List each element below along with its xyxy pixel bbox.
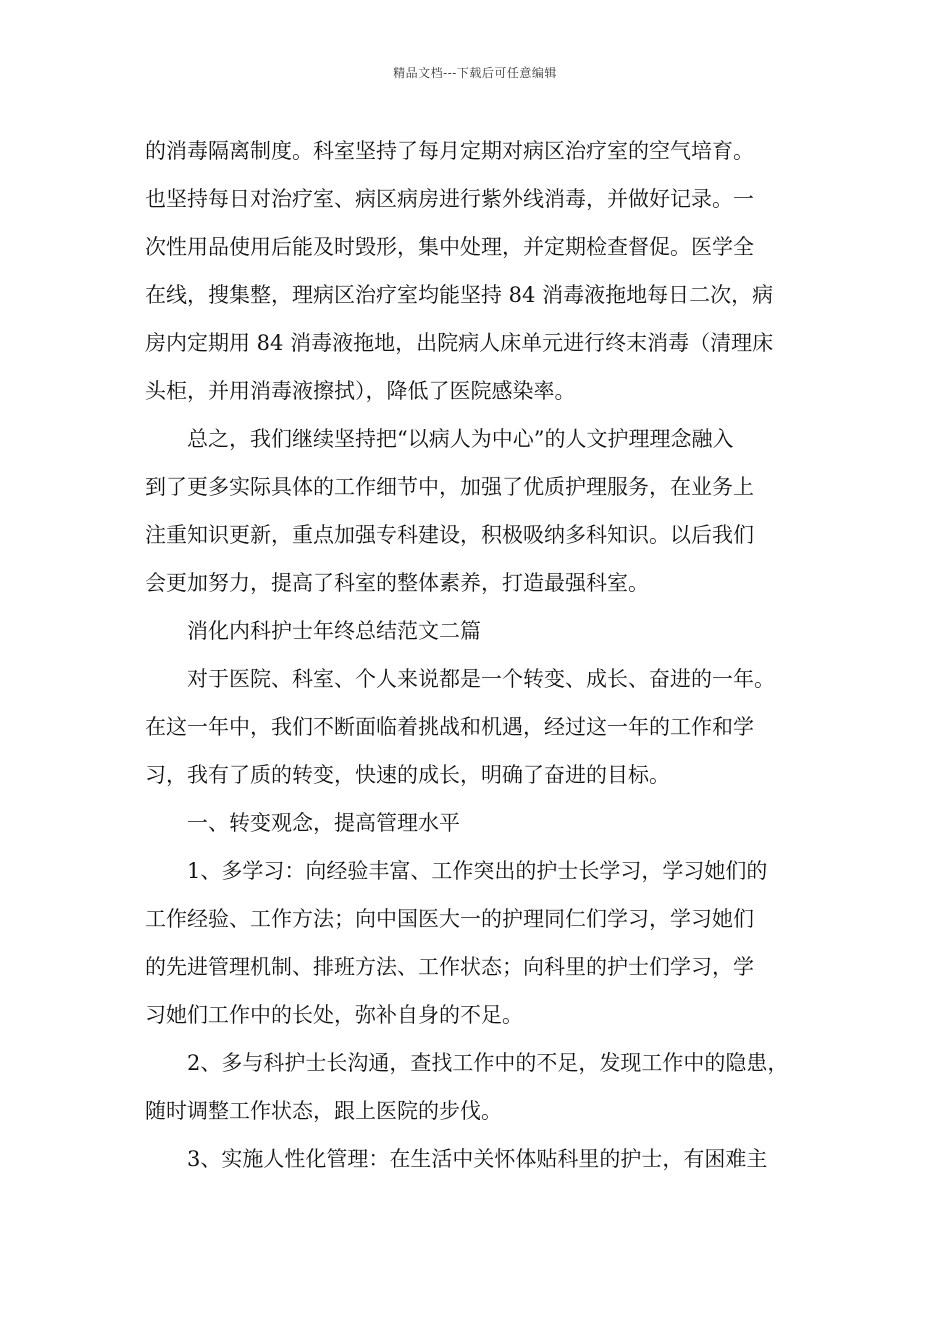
text-line: 次性用品使用后能及时毁形，集中处理，并定期检查督促。医学全: [145, 235, 754, 259]
page-header: 精品文档---下载后可任意编辑: [393, 66, 557, 80]
text-line: 在线，搜集整，理病区治疗室均能坚持 84 消毒液拖地每日二次，病: [145, 283, 774, 307]
paragraph-start-line: 对于医院、科室、个人来说都是一个转变、成长、奋进的一年。: [187, 667, 775, 691]
text-line: 随时调整工作状态，跟上医院的步伐。: [145, 1099, 502, 1123]
section-title: 消化内科护士年终总结范文二篇: [187, 619, 481, 643]
text-line: 也坚持每日对治疗室、病区病房进行紫外线消毒，并做好记录。一: [145, 187, 754, 211]
text-line: 工作经验、工作方法；向中国医大一的护理同仁们学习，学习她们: [145, 907, 754, 931]
list-item-3-line: 3、实施人性化管理：在生活中关怀体贴科里的护士，有困难主: [187, 1147, 768, 1171]
text-line: 的消毒隔离制度。科室坚持了每月定期对病区治疗室的空气培育。: [145, 139, 754, 163]
text-line: 习她们工作中的长处，弥补自身的不足。: [145, 1003, 523, 1027]
text-line: 房内定期用 84 消毒液拖地，出院病人床单元进行终末消毒（清理床: [145, 331, 774, 355]
paragraph-start-line: 总之，我们继续坚持把“以病人为中心”的人文护理理念融入: [187, 427, 734, 451]
text-line: 注重知识更新，重点加强专科建设，积极吸纳多科知识。以后我们: [145, 523, 754, 547]
list-item-2-line: 2、多与科护士长沟通，查找工作中的不足，发现工作中的隐患，: [187, 1051, 789, 1075]
text-line: 到了更多实际具体的工作细节中，加强了优质护理服务，在业务上: [145, 475, 754, 499]
subsection-heading: 一、转变观念，提高管理水平: [187, 811, 460, 835]
text-line: 习，我有了质的转变，快速的成长，明确了奋进的目标。: [145, 763, 670, 787]
text-line: 的先进管理机制、排班方法、工作状态；向科里的护士们学习，学: [145, 955, 754, 979]
text-line: 在这一年中，我们不断面临着挑战和机遇，经过这一年的工作和学: [145, 715, 754, 739]
text-line: 头柜，并用消毒液擦拭），降低了医院感染率。: [145, 379, 576, 403]
list-item-1-line: 1、多学习：向经验丰富、工作突出的护士长学习，学习她们的: [187, 859, 768, 883]
text-line: 会更加努力，提高了科室的整体素养，打造最强科室。: [145, 571, 649, 595]
document-body: [145, 127, 825, 1183]
